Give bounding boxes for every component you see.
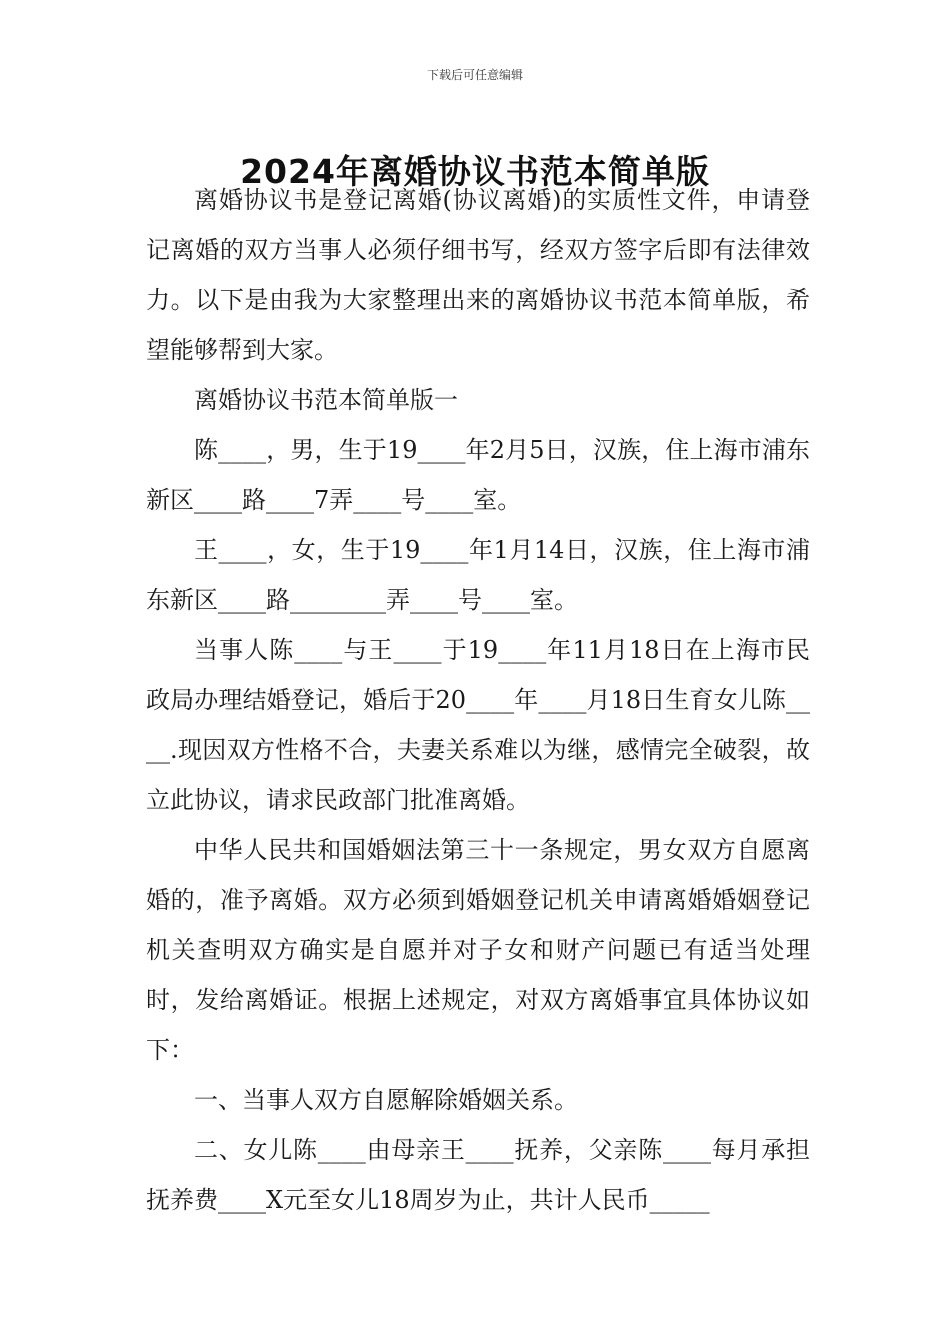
paragraph-clause-2: 二、女儿陈____由母亲王____抚养，父亲陈____每月承担抚养费____X元至女儿18周岁为止，共计人民币_____ [146,1136,810,1214]
paragraph-party-male: 陈____，男，生于19____年2月5日，汉族，住上海市浦东新区____路____7弄____号____室。 [146,436,810,514]
document-body [146,175,810,1225]
paragraph-clause-1: 一、当事人双方自愿解除婚姻关系。 [194,1086,578,1114]
paragraph-intro: 离婚协议书是登记离婚(协议离婚)的实质性文件，申请登记离婚的双方当事人必须仔细书写，经双方签字后即有法律效力。以下是由我为大家整理出来的离婚协议书范本简单版，希望能够帮到大家。 [146,186,810,364]
paragraph-legal-basis: 中华人民共和国婚姻法第三十一条规定，男女双方自愿离婚的，准予离婚。双方必须到婚姻登记机关申请离婚婚姻登记机关查明双方确实是自愿并对子女和财产问题已有适当处理时，发给离婚证。根据上述规定，对双方离婚事宜具体协议如下： [146,836,810,1064]
paragraph-party-female: 王____，女，生于19____年1月14日，汉族，住上海市浦东新区____路________弄____号____室。 [146,536,810,614]
document-title: 2024年离婚协议书范本简单版 [240,152,710,192]
page-header-note: 下载后可任意编辑 [426,68,523,82]
paragraph-marriage-background: 当事人陈____与王____于19____年11月18日在上海市民政局办理结婚登记，婚后于20____年____月18日生育女儿陈____.现因双方性格不合，夫妻关系难以为继，感情完全破裂，故立此协议，请求民政部门批准离婚。 [146,636,810,814]
paragraph-section-heading: 离婚协议书范本简单版一 [194,386,458,414]
